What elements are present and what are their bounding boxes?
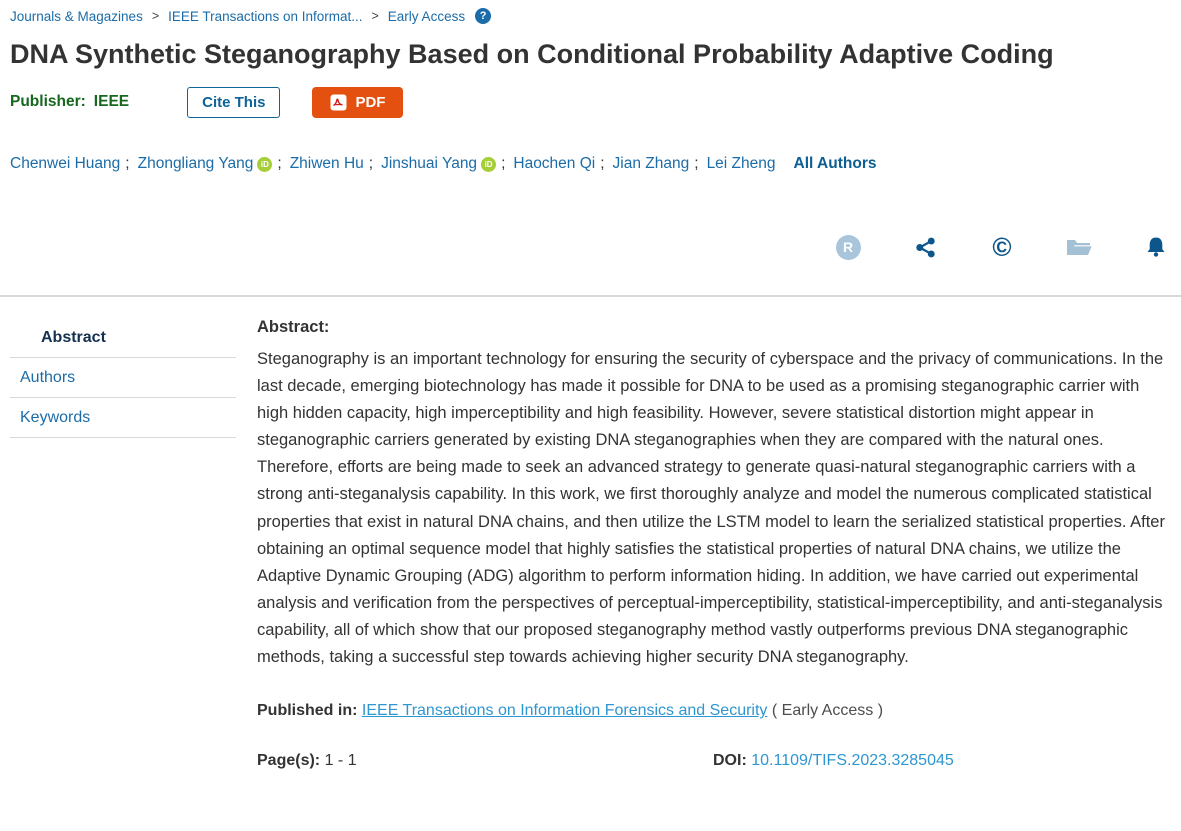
page-divider: [0, 295, 1181, 297]
alerts-bell-icon[interactable]: [1143, 234, 1169, 260]
publisher-row: [10, 85, 1181, 119]
author-separator: ;: [125, 155, 130, 172]
pdf-file-icon: [330, 94, 347, 111]
publisher-name: IEEE: [93, 93, 130, 110]
researcher-id-icon[interactable]: R: [835, 234, 861, 260]
published-in-label: Published in:: [257, 702, 358, 720]
doi-link[interactable]: 10.1109/TIFS.2023.3285045: [751, 752, 954, 770]
pdf-button-label: PDF: [355, 93, 386, 111]
publisher-label: Publisher:: [10, 93, 86, 110]
folder-icon[interactable]: [1066, 234, 1092, 260]
breadcrumb-separator: >: [371, 9, 379, 23]
orcid-icon[interactable]: iD: [257, 157, 272, 172]
author-link[interactable]: Zhiwen Hu: [289, 155, 364, 172]
pages-field: [257, 752, 713, 770]
abstract-text: Steganography is an important technology for ensuring the security of cyberspace and the privacy of communications. In the last decade, emerging biotechnology has made it possible for DNA to be used as a promising steganographic carrier with high hidden capacity, high imperceptibility and high feasibility. However, severe statistical distortion might appear in steganographic carriers generated by existing DNA steganographies when they are compared with the natural ones. Therefore, efforts are being made to seek an advanced strategy to generate quasi-natural steganographic carriers with a strong anti-steganalysis capability. In this work, we first thoroughly analyze and model the numerous complicated statistical properties that exist in natural DNA chains, and then utilize the LSTM model to learn the serialized statistical properties. After obtaining an optimal sequence model that highly satisfies the statistical properties of natural DNA chains, we utilize the Adaptive Dynamic Grouping (ADG) algorithm to perform information hiding. In addition, we have carried out experimental analysis and verification from the perspectives of perceptual-imperceptibility, statistical-imperceptibility, and anti-steganalysis capability, all of which show that our proposed steganography method vastly outperforms previous DNA steganographic methods, taking a successful step towards achieving higher security DNA steganography.: [257, 350, 1165, 667]
abstract-heading: Abstract:: [257, 318, 330, 336]
all-authors-link[interactable]: All Authors: [793, 155, 877, 172]
pages-label: Page(s):: [257, 752, 321, 770]
author-separator: ;: [694, 155, 699, 172]
main-column: [257, 318, 1165, 770]
help-icon[interactable]: ?: [475, 8, 491, 24]
doi-label: DOI:: [713, 752, 747, 770]
orcid-icon[interactable]: iD: [481, 157, 496, 172]
page-title: DNA Synthetic Steganography Based on Conditional Probability Adaptive Coding: [10, 39, 1054, 69]
author-separator: ;: [368, 155, 374, 172]
sidebar-item-authors[interactable]: Authors: [10, 358, 236, 398]
author-link[interactable]: Jian Zhang: [612, 155, 690, 172]
cite-this-button[interactable]: Cite This: [187, 87, 280, 118]
copyright-icon[interactable]: ©: [992, 232, 1012, 262]
breadcrumb-journal[interactable]: IEEE Transactions on Informat...: [168, 8, 363, 24]
toolbar-icons: [835, 234, 1169, 260]
authors-row: [10, 155, 1181, 173]
content: [0, 318, 1181, 770]
doi-field: [713, 752, 954, 770]
pages-value: 1 - 1: [324, 752, 357, 770]
sidebar-item-abstract[interactable]: Abstract: [10, 318, 236, 358]
breadcrumb-early-access[interactable]: Early Access: [387, 8, 466, 24]
author-link[interactable]: Haochen Qi: [513, 155, 596, 172]
author-separator: ;: [600, 155, 605, 172]
breadcrumb: [0, 0, 1181, 24]
share-icon[interactable]: [912, 234, 938, 260]
meta-row: [257, 752, 1165, 770]
author-separator: ;: [277, 155, 282, 172]
author-link[interactable]: Jinshuai Yang: [381, 155, 478, 172]
author-link[interactable]: Zhongliang Yang: [137, 155, 254, 172]
author-separator: ;: [501, 155, 506, 172]
published-in-row: [257, 702, 1165, 720]
pdf-button[interactable]: [312, 87, 403, 118]
author-link[interactable]: Lei Zheng: [706, 155, 776, 172]
breadcrumb-separator: >: [151, 9, 160, 23]
early-access-note: ( Early Access ): [771, 702, 884, 720]
journal-link[interactable]: IEEE Transactions on Information Forensics and Security: [361, 702, 768, 720]
sidebar-item-keywords[interactable]: Keywords: [10, 398, 236, 438]
breadcrumb-journals-magazines[interactable]: Journals & Magazines: [10, 8, 143, 24]
author-link[interactable]: Chenwei Huang: [10, 155, 121, 172]
side-nav: [10, 318, 236, 770]
